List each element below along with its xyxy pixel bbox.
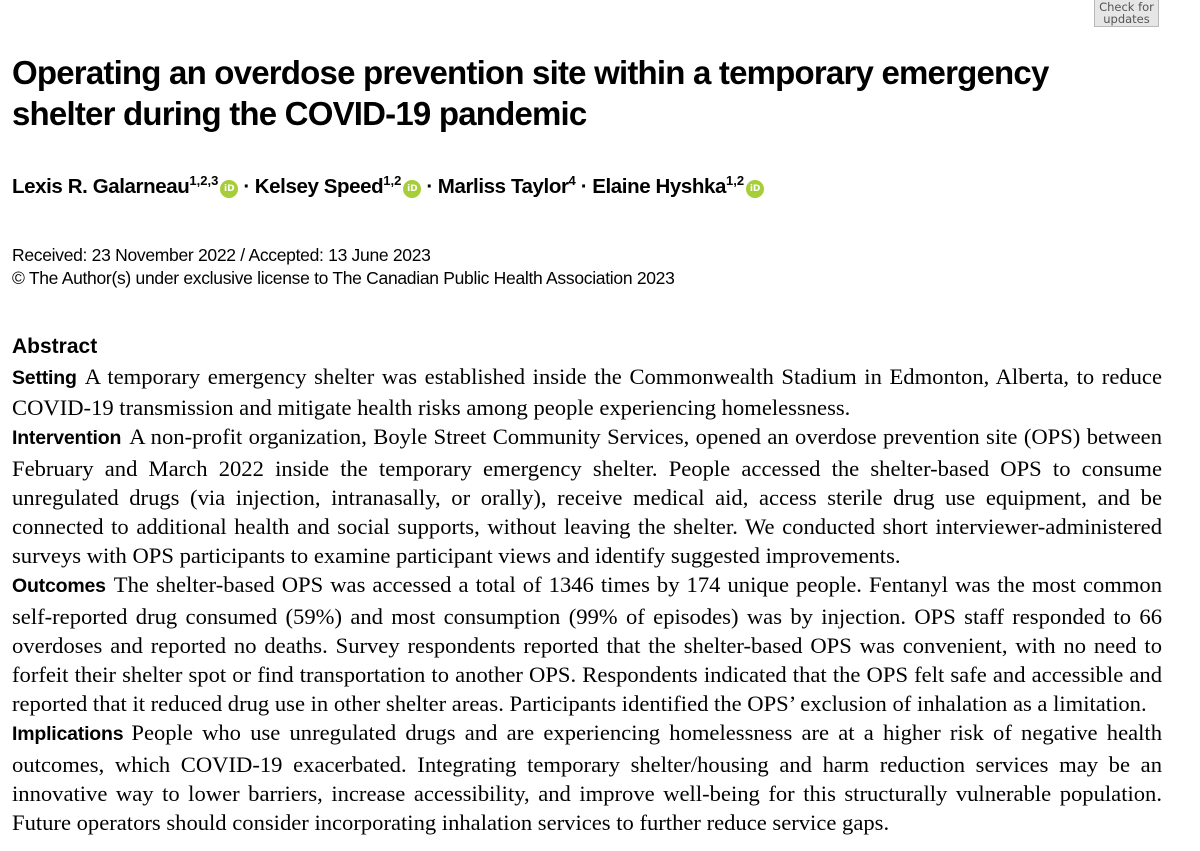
author-name: Kelsey Speed — [254, 175, 384, 198]
copyright-notice: © The Author(s) under exclusive license to The Canadian Public Health Association 2023 — [12, 268, 675, 288]
orcid-icon[interactable]: iD — [403, 180, 421, 198]
author-galarneau[interactable] — [12, 175, 238, 198]
author-affiliations: 1,2 — [383, 173, 402, 188]
abstract-section-setting — [12, 362, 1162, 422]
section-label-setting: Setting — [12, 367, 77, 389]
author-name: Lexis R. Galarneau — [12, 175, 190, 198]
abstract — [12, 332, 1162, 837]
received-accepted-dates: Received: 23 November 2022 / Accepted: 13 June 2023 — [12, 245, 431, 265]
check-updates-line2: updates — [1103, 12, 1150, 26]
orcid-icon[interactable]: iD — [220, 180, 238, 198]
author-separator: · — [243, 175, 250, 198]
author-hyshka[interactable] — [592, 175, 764, 198]
section-label-intervention: Intervention — [12, 427, 122, 450]
author-affiliations: 1,2,3 — [189, 173, 219, 188]
author-taylor[interactable] — [438, 175, 576, 198]
article-metadata — [12, 244, 675, 290]
section-text-setting: A temporary emergency shelter was established inside the Commonwealth Stadium in Edmonton, Alberta, to reduce COVID-19 transmission and mitigate health risks among people experiencing homelessness. — [12, 364, 1162, 421]
author-speed[interactable] — [255, 175, 422, 198]
author-list — [12, 173, 764, 201]
section-text-intervention: A non-profit organization, Boyle Street Community Services, opened an overdose prevention site (OPS) between February and March 2022 inside the temporary emergency shelter. People accessed the shelter-based OPS to consume unregulated drugs (via injection, intranasally, or orally), receive medical aid, access sterile drug use equipment, and be connected to additional health and social supports, without leaving the shelter. We conducted short interviewer-administered surveys with OPS participants to examine participant views and identify suggested improvements. — [12, 424, 1162, 569]
section-label-implications: Implications — [12, 723, 124, 746]
abstract-heading: Abstract — [12, 335, 98, 358]
abstract-section-outcomes — [12, 570, 1162, 718]
author-separator: · — [580, 175, 588, 198]
check-for-updates-button[interactable] — [1094, 0, 1159, 27]
author-name: Elaine Hyshka — [592, 175, 727, 198]
orcid-icon[interactable]: iD — [746, 180, 764, 198]
abstract-section-intervention — [12, 422, 1162, 570]
author-affiliations: 1,2 — [726, 173, 745, 188]
section-text-implications: People who use unregulated drugs and are experiencing homelessness are at a higher risk of negative health outcomes, which COVID-19 exacerbated. Integrating temporary shelter/housing and harm reduction services may be an innovative way to lower barriers, increase accessibility, and improve well-being for this structurally vulnerable population. Future operators should consider incorporating inhalation services to further reduce service gaps. — [12, 720, 1162, 836]
check-updates-line1: Check for — [1099, 0, 1154, 14]
section-label-outcomes: Outcomes — [12, 575, 106, 598]
section-text-outcomes: The shelter-based OPS was accessed a total of 1346 times by 174 unique people. Fentanyl was the most common self-reported drug consumed (59%) and most consumption (99% of episodes) was by injection. OPS staff responded to 66 overdoses and reported no deaths. Survey respondents reported that the shelter-based OPS was convenient, with no need to forfeit their shelter spot or find transportation to another OPS. Respondents indicated that the OPS felt safe and accessible and reported that it reduced drug use in other shelter areas. Participants identified the OPS’ exclusion of inhalation as a limitation. — [12, 572, 1162, 717]
author-name: Marliss Taylor — [437, 175, 569, 198]
author-affiliations: 4 — [568, 173, 576, 188]
article-title: Operating an overdose prevention site within a temporary emergency shelter during the COVID-19 pandemic — [12, 54, 1049, 132]
author-separator: · — [426, 175, 433, 198]
abstract-section-implications — [12, 718, 1162, 837]
